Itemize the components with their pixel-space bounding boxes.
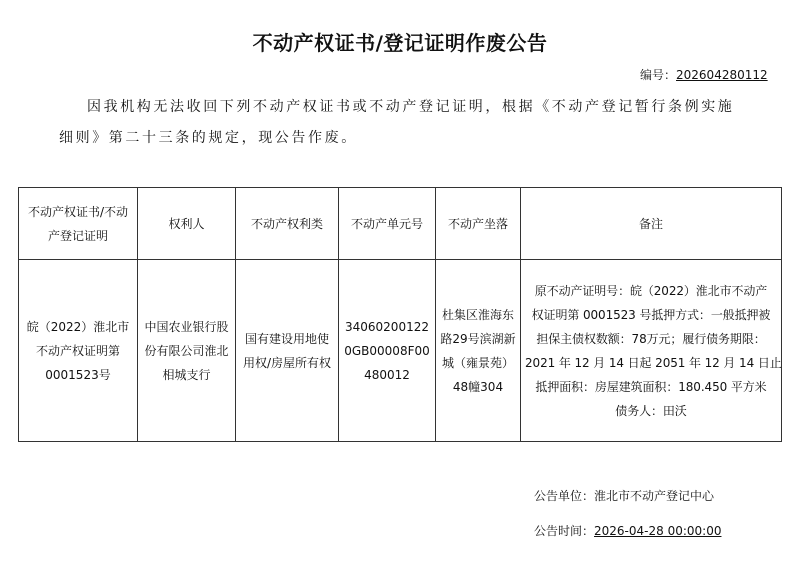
cell-unit: 340602001220GB00008F00480012 <box>339 260 436 442</box>
header-cert: 不动产权证书/不动产登记证明 <box>19 188 138 260</box>
footer-unit <box>534 487 714 504</box>
header-right-type: 不动产权利类 <box>236 188 339 260</box>
cell-cert: 皖（2022）淮北市不动产权证明第0001523号 <box>19 260 138 442</box>
cell-note <box>521 260 782 442</box>
table-header-row <box>19 188 782 260</box>
note-line: 原不动产证明号：皖（2022）淮北市不动产 <box>534 283 768 298</box>
intro-paragraph: 因我机构无法收回下列不动产权证书或不动产登记证明，根据《不动产登记暂行条例实施细则》第二十三条的规定，现公告作废。 <box>59 99 735 146</box>
document-number <box>640 66 768 83</box>
header-holder: 权利人 <box>138 188 236 260</box>
footer-unit-label: 公告单位： <box>534 489 595 503</box>
cell-location: 杜集区淮海东路29号滨湖新城（雍景苑）48幢304 <box>436 260 521 442</box>
footer-time-label: 公告时间： <box>534 524 595 538</box>
number-value: 202604280112 <box>676 68 768 82</box>
cell-right-type: 国有建设用地使用权/房屋所有权 <box>236 260 339 442</box>
note-line: 抵押面积：房屋建筑面积：180.450 平方米 <box>535 379 767 394</box>
note-line: 权证明第 0001523 号抵押方式：一般抵押被 <box>531 307 771 322</box>
page-title: 不动产权证书/登记证明作废公告 <box>252 31 548 55</box>
footer-unit-value: 淮北市不动产登记中心 <box>594 489 715 503</box>
note-line: 担保主债权数额：78万元；履行债务期限： <box>536 331 766 346</box>
header-unit: 不动产单元号 <box>339 188 436 260</box>
number-label: 编号： <box>640 68 677 82</box>
note-line: 2021 年 12 月 14 日起 2051 年 12 月 14 日止 <box>525 355 782 370</box>
void-certificate-table <box>18 187 782 442</box>
note-line: 债务人：田沃 <box>615 403 687 418</box>
header-note: 备注 <box>521 188 782 260</box>
cell-holder: 中国农业银行股份有限公司淮北相城支行 <box>138 260 236 442</box>
footer-time-value: 2026-04-28 00:00:00 <box>594 524 722 538</box>
footer-time <box>534 522 721 539</box>
table-row <box>19 260 782 442</box>
header-location: 不动产坐落 <box>436 188 521 260</box>
